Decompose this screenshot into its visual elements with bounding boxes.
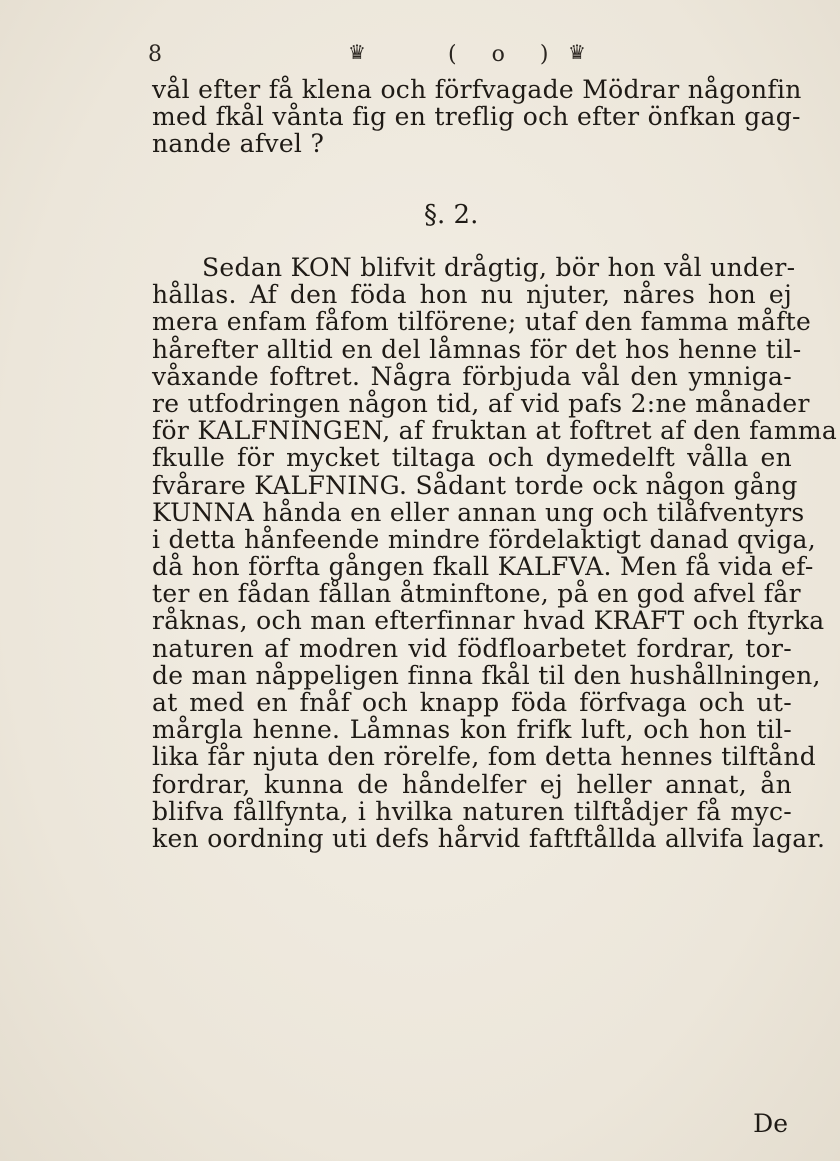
text-line: naturen af modren vid födfloarbetet fordrar, tor- — [152, 633, 792, 663]
text-line: råknas, och man efterfinnar hvad KRAFT och ftyrka — [152, 606, 825, 636]
text-line: i detta hånfeende mindre fördelaktigt danad qviga, — [152, 524, 816, 554]
text-line: re utfodringen någon tid, af vid pafs 2:ne månader — [152, 388, 810, 418]
header-center-ornament: ( o ) — [448, 42, 563, 67]
intro-paragraph — [152, 75, 802, 159]
crown-ornament-icon: ♛ — [568, 40, 588, 64]
text-line: at med en fnåf och knapp föda förfvaga och ut- — [152, 688, 792, 717]
text-line: ter en fådan fållan åtminftone, på en god afvel får — [152, 579, 801, 609]
text-line: mera enfam fåfom tilförene; utaf den famma måfte — [152, 307, 812, 337]
crown-ornament-icon: ♛ — [348, 40, 368, 64]
text-line: med fkål vånta fig en treflig och efter önfkan gag- — [152, 102, 801, 132]
text-line: mårgla henne. Låmnas kon frifk luft, och hon til- — [152, 715, 792, 745]
text-line: då hon förfta gången fkall KALFVA. Men få vida ef- — [152, 552, 814, 582]
text-line: fordrar, kunna de håndelfer ej heller annat, ån — [152, 769, 792, 799]
text-line: fkulle för mycket tiltaga och dymedelft vålla en — [152, 443, 792, 473]
text-line: ken oordning uti defs hårvid faftftållda allvifa lagar. — [152, 823, 826, 853]
section-heading: §. 2. — [424, 200, 479, 230]
text-line: hållas. Af den föda hon nu njuter, nåres hon ej — [152, 280, 792, 310]
text-line: våxande foftret. Några förbjuda vål den ymniga- — [152, 361, 792, 391]
text-line: Sedan KON blifvit drågtig, bör hon vål under- — [202, 253, 796, 282]
text-line: KUNNA hånda en eller annan ung och tilåfventyrs — [152, 497, 805, 527]
text-line: blifva fållfynta, i hvilka naturen tilftådjer få myc- — [152, 796, 792, 826]
catchword: De — [753, 1109, 788, 1138]
text-line: vål efter få klena och förfvagade Mödrar någonfin — [152, 75, 802, 104]
text-line: de man nåppeligen finna fkål til den hushållningen, — [152, 660, 821, 690]
text-line: nande afvel ? — [152, 129, 325, 159]
text-line: lika får njuta den rörelfe, fom detta hennes tilftånd — [152, 742, 817, 772]
running-header — [148, 40, 708, 80]
text-line: fvårare KALFNING. Sådant torde ock någon gång — [152, 470, 798, 500]
text-line: hårefter alltid en del låmnas för det hos henne til- — [152, 334, 802, 364]
page-number: 8 — [148, 42, 162, 67]
text-line: för KALFNINGEN, af fruktan at foftret af den famma — [152, 416, 838, 446]
main-paragraph — [152, 253, 838, 853]
